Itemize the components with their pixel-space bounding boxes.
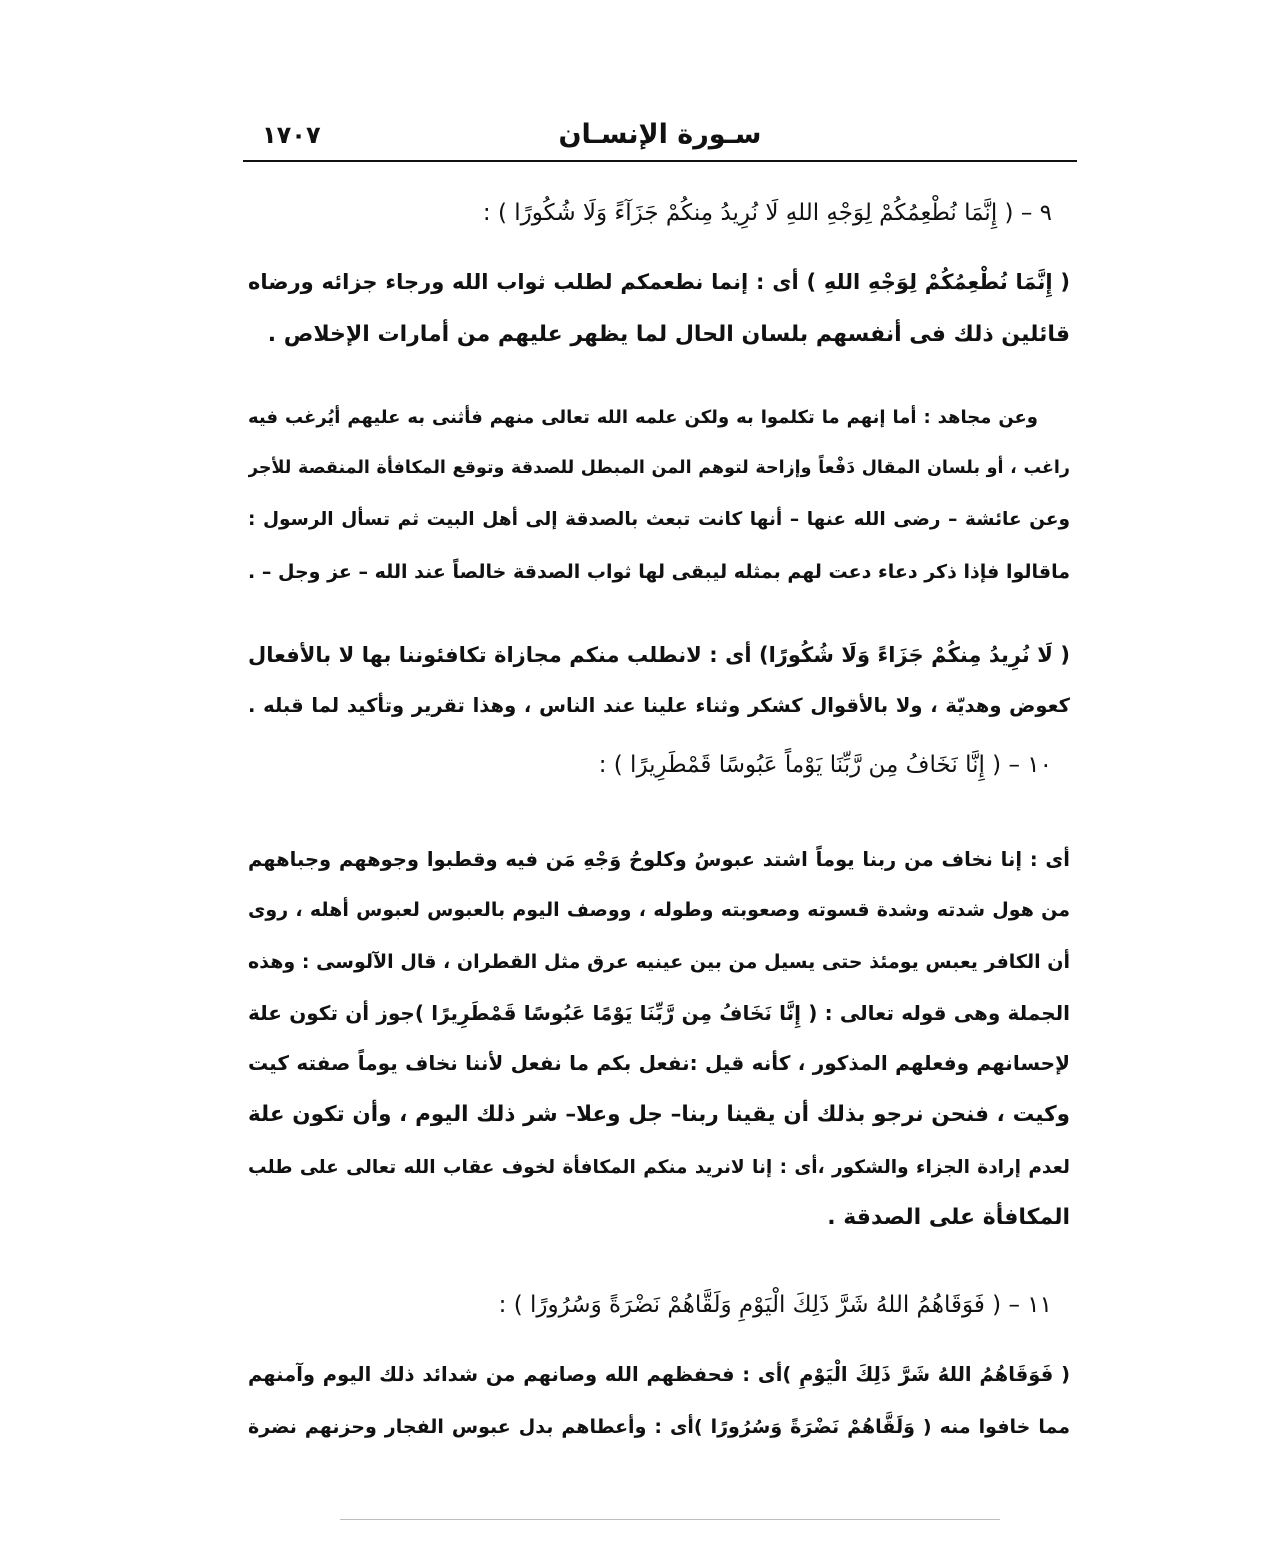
text-line: كعوض وهديّة ، ولا بالأقوال كشكر وثناء علينا عند الناس ، وهذا تقرير وتأكيد لما قبله . xyxy=(248,694,1070,717)
text-line: المكافأة على الصدقة . xyxy=(827,1205,1070,1230)
text-line: ماقالوا فإذا ذكر دعاء دعت لهم بمثله ليبقى لها ثواب الصدقة خالصاً عند الله – عز وجل – . xyxy=(248,561,1070,583)
text-line: ( لَا نُرِيدُ مِنكُمْ جَزَاءً وَلَا شُكُورًا) أى : لانطلب منكم مجازاة تكافئوننا بها لا بالأفعال xyxy=(248,643,1070,667)
text-line: من هول شدته وشدة قسوته وصعوبته وطوله ، ووصف اليوم بالعبوس لعبوس أهله ، روى xyxy=(248,899,1070,921)
text-line: وعن عائشة – رضى الله عنها – أنها كانت تبعث بالصدقة إلى أهل البيت ثم تسأل الرسول : xyxy=(248,509,1070,530)
text-line: ( فَوَقَاهُمُ اللهُ شَرَّ ذَلِكَ الْيَوْمِ )أى : فحفظهم الله وصانهم من شدائد ذلك اليوم وآمنهم xyxy=(248,1363,1070,1386)
text-line: مما خافوا منه ( وَلَقَّاهُمْ نَضْرَةً وَسُرُورًا )أى : وأعطاهم بدل عبوس الفجار وحزنهم نضرة xyxy=(248,1416,1070,1438)
text-line: وكيت ، فنحن نرجو بذلك أن يقينا ربنا– جل وعلا– شر ذلك اليوم ، وأن تكون علة xyxy=(248,1102,1070,1127)
text-line: راغب ، أو بلسان المقال دَفْعاً وإزاحة لتوهم المن المبطل للصدقة وتوقع المكافأة المنقصة للأجر xyxy=(248,458,1070,478)
text-line: أن الكافر يعبس يومئذ حتى يسيل من بين عينيه عرق مثل القطران ، قال الآلوسى : وهذه xyxy=(248,951,1070,973)
text-line: لإحسانهم وفعلهم المذكور ، كأنه قيل :نفعل بكم ما نفعل لأننا نخاف يوماً صفته كيت xyxy=(248,1051,1070,1075)
page-title: سـورة الإنسـان xyxy=(558,119,762,150)
text-line: قائلين ذلك فى أنفسهم بلسان الحال لما يظهر عليهم من أمارات الإخلاص . xyxy=(267,322,1070,347)
verse-heading: ٩ – ( إِنَّمَا نُطْعِمُكُمْ لِوَجْهِ اللهِ لَا نُرِيدُ مِنكُمْ جَزَآءً وَلَا شُكُورًا ) : xyxy=(482,200,1052,226)
footer-rule xyxy=(340,1519,1000,1520)
text-line: لعدم إرادة الجزاء والشكور ،أى : إنا لانريد منكم المكافأة لخوف عقاب الله تعالى على طلب xyxy=(248,1157,1070,1178)
text-line: أى : إنا نخاف من ربنا يوماً اشتد عبوسُ وكلوحُ وَجْهِ مَن فيه وقطبوا وجوههم وجباههم xyxy=(248,848,1070,871)
text-line: الجملة وهى قوله تعالى : ( إِنَّا نَخَافُ مِن رَّبِّنَا يَوْمًا عَبُوسًا قَمْطَرِيرًا )جوز أن تكون علة xyxy=(248,1001,1070,1025)
header-rule xyxy=(243,160,1077,162)
page-number: ١٧٠٧ xyxy=(262,121,321,149)
text-line: وعن مجاهد : أما إنهم ما تكلموا به ولكن علمه الله تعالى منهم فأثنى به عليهم أيُرغب فيه xyxy=(248,407,1038,428)
verse-heading: ١٠ – ( إِنَّا نَخَافُ مِن رَّبِّنَا يَوْماً عَبُوسًا قَمْطَرِيرًا ) : xyxy=(598,752,1052,778)
verse-heading: ١١ – ( فَوَقَاهُمُ اللهُ شَرَّ ذَلِكَ الْيَوْمِ وَلَقَّاهُمْ نَضْرَةً وَسُرُورًا ) : xyxy=(498,1292,1052,1318)
text-line: ( إِنَّمَا نُطْعِمُكُمْ لِوَجْهِ اللهِ ) أى : إنما نطعمكم لطلب ثواب الله ورجاء جزائه ورضاه xyxy=(248,270,1070,294)
